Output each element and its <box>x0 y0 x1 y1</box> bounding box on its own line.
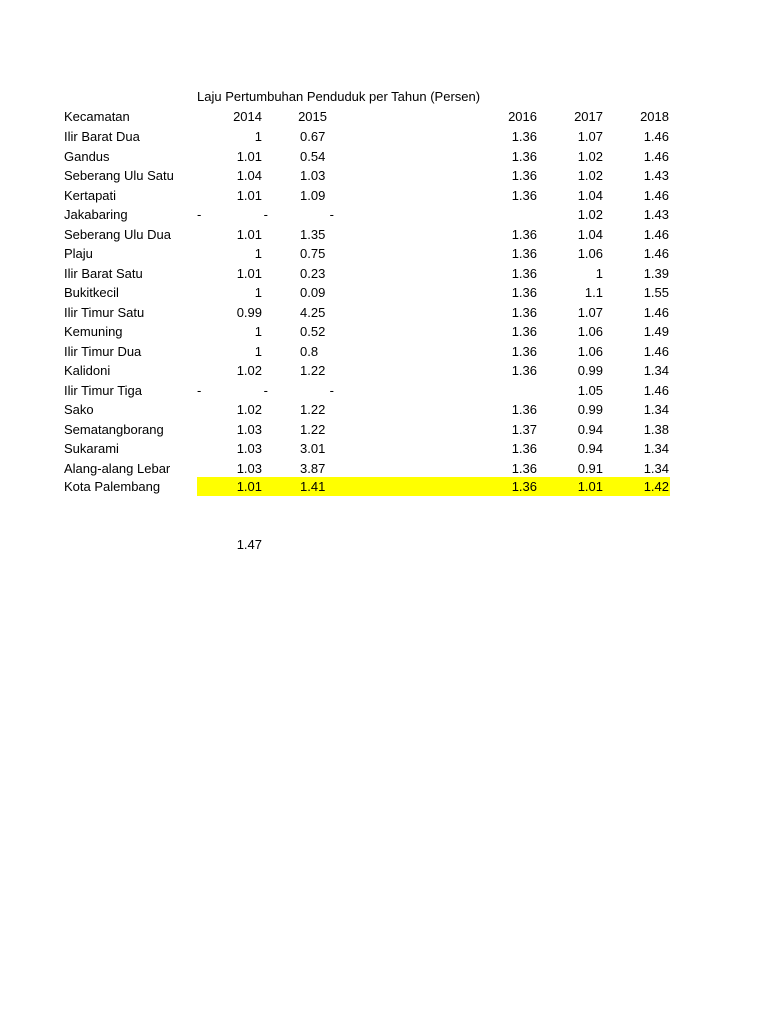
row-value-2014: 1 <box>254 246 262 261</box>
row-value-2016: 1.36 <box>511 479 537 494</box>
row-value-2018: 1.46 <box>643 344 669 359</box>
row-value-2017: 1.06 <box>577 344 603 359</box>
row-value-2015: 1.22 <box>300 363 326 378</box>
row-value-2016: 1.36 <box>511 285 537 300</box>
row-value-2014: 1.03 <box>236 461 262 476</box>
row-value-2015: 1.03 <box>300 168 326 183</box>
row-value-2016: 1.36 <box>511 305 537 320</box>
row-value-2016: 1.36 <box>511 402 537 417</box>
row-value-2015: 4.25 <box>300 305 326 320</box>
row-value-2016 <box>487 381 537 400</box>
row-value-2017: 1.02 <box>577 149 603 164</box>
row-value-2016: 1.36 <box>511 246 537 261</box>
row-value-2016: 1.36 <box>511 324 537 339</box>
row-value-2018: 1.46 <box>643 129 669 144</box>
header-year-2018: 2018 <box>640 109 669 124</box>
header-year-2014: 2014 <box>233 109 262 124</box>
row-label: Bukitkecil <box>64 285 119 300</box>
row-value-2017: 0.94 <box>577 441 603 456</box>
row-label: Seberang Ulu Dua <box>64 227 171 242</box>
row-value-2014: 1 <box>254 324 262 339</box>
row-value-2015: - <box>329 207 334 222</box>
row-value-2017: 1.06 <box>577 324 603 339</box>
row-value-2016: 1.36 <box>511 149 537 164</box>
row-value-2014: 1.01 <box>236 149 262 164</box>
header-year-2016: 2016 <box>508 109 537 124</box>
row-value-2017: 1.07 <box>577 129 603 144</box>
row-value-2016: 1.36 <box>511 461 537 476</box>
row-value-2016: 1.36 <box>511 227 537 242</box>
row-label: Sako <box>64 402 94 417</box>
row-value-2015: 1.35 <box>300 227 326 242</box>
row-dash-cell: - <box>197 383 202 398</box>
row-value-2014: 0.99 <box>236 305 262 320</box>
row-label: Sematangborang <box>64 422 164 437</box>
row-value-2015: 1.22 <box>300 402 326 417</box>
header-year-2015: 2015 <box>298 109 327 124</box>
row-value-2018: 1.46 <box>643 188 669 203</box>
row-value-2018: 1.49 <box>643 324 669 339</box>
row-value-2018: 1.39 <box>643 266 669 281</box>
row-value-2015: 3.01 <box>300 441 326 456</box>
row-value-2014: 1.03 <box>236 422 262 437</box>
row-value-2017: 1.06 <box>577 246 603 261</box>
row-value-2014: 1.03 <box>236 441 262 456</box>
row-label: Jakabaring <box>64 207 128 222</box>
row-value-2014: 1.01 <box>236 266 262 281</box>
row-value-2017: 0.99 <box>577 363 603 378</box>
row-label: Ilir Barat Satu <box>64 266 143 281</box>
row-value-2014: 1.02 <box>236 363 262 378</box>
row-value-2016: 1.36 <box>511 129 537 144</box>
row-value-2017: 1 <box>595 266 603 281</box>
row-value-2018: 1.46 <box>643 227 669 242</box>
row-value-2017: 1.05 <box>577 383 603 398</box>
row-label: Ilir Barat Dua <box>64 129 140 144</box>
row-value-2017: 1.04 <box>577 227 603 242</box>
row-value-2014: 1.01 <box>236 227 262 242</box>
row-value-2018: 1.34 <box>643 441 669 456</box>
row-value-2017: 1.07 <box>577 305 603 320</box>
row-value-2014: 1.01 <box>236 188 262 203</box>
row-value-2017: 1.02 <box>577 168 603 183</box>
row-value-2015: 0.54 <box>300 149 326 164</box>
row-label: Ilir Timur Tiga <box>64 383 143 398</box>
row-value-2015: 1.22 <box>300 422 326 437</box>
row-value-2015: 0.8 <box>300 344 319 359</box>
row-value-2018: 1.34 <box>643 402 669 417</box>
row-value-2014: 1 <box>254 344 262 359</box>
row-value-2018: 1.38 <box>643 422 669 437</box>
row-value-2014: - <box>263 383 268 398</box>
row-value-2017: 1.02 <box>577 207 603 222</box>
row-value-2018: 1.55 <box>643 285 669 300</box>
row-label: Gandus <box>64 149 110 164</box>
row-label: Alang-alang Lebar <box>64 461 171 476</box>
row-label: Ilir Timur Dua <box>64 344 142 359</box>
row-label: Ilir Timur Satu <box>64 305 145 320</box>
row-label: Kalidoni <box>64 363 111 378</box>
row-value-2015: 1.09 <box>300 188 326 203</box>
row-value-2015: 1.41 <box>300 479 326 494</box>
row-label: Sukarami <box>64 441 119 456</box>
row-value-2017: 0.91 <box>577 461 603 476</box>
row-label: Seberang Ulu Satu <box>64 168 174 183</box>
row-value-2018: 1.46 <box>643 305 669 320</box>
row-value-2016: 1.36 <box>511 168 537 183</box>
row-value-2018: 1.46 <box>643 383 669 398</box>
table-title: Laju Pertumbuhan Penduduk per Tahun (Persen) <box>197 89 481 104</box>
row-value-2017: 1.1 <box>584 285 603 300</box>
row-value-2016: 1.36 <box>511 344 537 359</box>
row-value-2017: 0.94 <box>577 422 603 437</box>
row-value-2016: 1.36 <box>511 266 537 281</box>
row-value-2014: 1 <box>254 129 262 144</box>
row-value-2016: 1.36 <box>511 441 537 456</box>
row-value-2017: 1.01 <box>577 479 603 494</box>
row-value-2014: 1 <box>254 285 262 300</box>
header-year-2017: 2017 <box>574 109 603 124</box>
row-value-2016 <box>487 205 537 224</box>
row-value-2017: 0.99 <box>577 402 603 417</box>
footnote-value: 1.47 <box>236 537 262 552</box>
row-value-2018: 1.34 <box>643 461 669 476</box>
row-label: Kota Palembang <box>64 479 161 494</box>
row-value-2015: - <box>329 383 334 398</box>
row-label: Kertapati <box>64 188 117 203</box>
row-value-2016: 1.36 <box>511 188 537 203</box>
row-value-2018: 1.43 <box>643 168 669 183</box>
row-value-2016: 1.37 <box>511 422 537 437</box>
row-value-2016: 1.36 <box>511 363 537 378</box>
row-value-2015: 0.67 <box>300 129 326 144</box>
row-label: Plaju <box>64 246 93 261</box>
row-value-2014: - <box>263 207 268 222</box>
row-value-2014: 1.04 <box>236 168 262 183</box>
row-value-2017: 1.04 <box>577 188 603 203</box>
row-label: Kemuning <box>64 324 123 339</box>
row-value-2015: 0.75 <box>300 246 326 261</box>
row-value-2018: 1.34 <box>643 363 669 378</box>
row-value-2018: 1.43 <box>643 207 669 222</box>
row-value-2014: 1.01 <box>236 479 262 494</box>
row-value-2018: 1.46 <box>643 149 669 164</box>
row-value-2014: 1.02 <box>236 402 262 417</box>
row-value-2015: 3.87 <box>300 461 326 476</box>
row-value-2015: 0.09 <box>300 285 326 300</box>
row-value-2018: 1.42 <box>643 479 669 494</box>
row-value-2018: 1.46 <box>643 246 669 261</box>
row-value-2015: 0.52 <box>300 324 326 339</box>
row-value-2015: 0.23 <box>300 266 326 281</box>
row-dash-cell: - <box>197 207 202 222</box>
header-kecamatan: Kecamatan <box>64 109 130 124</box>
